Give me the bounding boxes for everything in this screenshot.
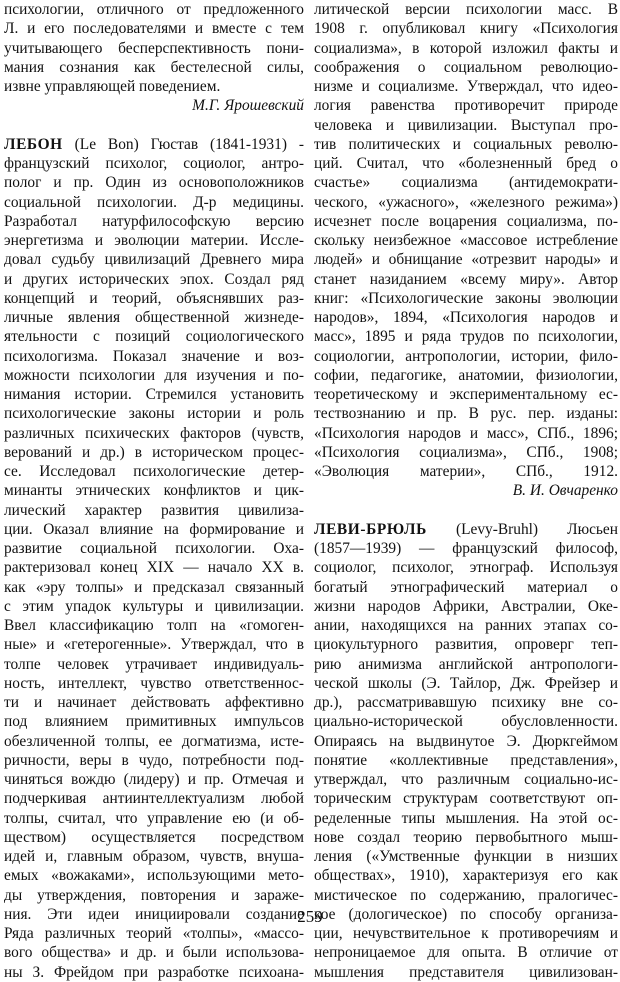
text-line: идей и, главным образом, чувств, внуша- (4, 848, 304, 865)
text-line: французский психолог, социолог, антро- (4, 155, 304, 172)
text-line: емых «вожаками», использующими мето- (4, 867, 304, 885)
text-line: счастье» социализма (антидемократи- (314, 174, 618, 192)
text-line: ществом) осуществляется посредством (4, 828, 304, 846)
entry-headword: ЛЕБОН (4, 135, 63, 153)
text-line: циокультурного развития, опроверг теп- (314, 636, 618, 654)
text-line: извне управляющей поведением. (4, 78, 221, 95)
text-line: психологические законы истории и роль (4, 405, 304, 423)
text-line: и других исторических эпох. Создал ряд (4, 270, 304, 288)
author-signature: В. И. Овчаренко (512, 482, 618, 500)
text-line: с этим упадок культуры и цивилизации. (4, 597, 304, 615)
entry-gap (4, 116, 304, 135)
text-line: мистическое по содержанию, пралогичес- (314, 886, 618, 904)
text-line: исчезнет после воцарения социализма, по- (314, 212, 618, 230)
entry-first-line-text: (Levy-Bruhl) Люсьен (426, 520, 618, 538)
text-line: людей» и обнищание «отрезвит народы» и (314, 251, 618, 269)
text-line: толпе человек утрачивает индивидуаль- (4, 655, 304, 673)
text-line: утверждал, что различным социально-ис- (314, 771, 618, 788)
entry-first-line (4, 135, 304, 154)
text-line: социологии, антропологии, истории, фило- (314, 347, 618, 365)
text-line: ти и начинает действовать аффективно (4, 694, 304, 711)
text-line: кое (дологическое) по способу организа- (314, 905, 618, 923)
entry-first-line-text: (Le Bon) Гюстав (1841-1931) - (62, 135, 304, 153)
text-line: толпы, считал, что управление ею (и об- (4, 809, 304, 827)
text-line: ные» и «гетерогенные». Утверждал, что в (4, 636, 304, 654)
text-line: можности психологии для изучения и по- (4, 366, 304, 384)
text-line: понятие «коллективные представления», (314, 751, 618, 769)
text-line: масс», 1895 и ряда трудов по психологии, (314, 328, 618, 346)
text-line: под влиянием примитивных импульсов (4, 713, 304, 731)
text-line: полог и пр. Один из основоположников (4, 174, 304, 192)
entry-first-line (314, 520, 618, 539)
text-line: ления («Умственные функции в низших (314, 848, 618, 865)
text-line: социализма», в которой изложил факты и (314, 39, 618, 57)
entry-continuation (314, 0, 618, 481)
text-line: минанты этнических конфликтов и цик- (4, 482, 304, 500)
text-line: нимания истории. Стремился установить (4, 386, 304, 403)
text-line: станет назиданием «всему миру». Автор (314, 270, 618, 288)
text-line: ций. Считал, что «болезненный бред о (314, 155, 618, 172)
text-line: ды утверждения, повторения и зараже- (4, 886, 304, 904)
text-line: народов», 1894, «Психология народов и (314, 309, 618, 326)
text-line: ность, интеллект, чувство ответственнос- (4, 674, 304, 692)
entry-lebon (4, 135, 304, 982)
text-line: Ввел классификацию толп на «гомоген- (4, 617, 304, 634)
text-line: др.), рассматривавшую психику вне со- (314, 694, 618, 711)
text-line: концепций и теорий, объяснявших раз- (4, 289, 304, 307)
text-line: рию анимизма английской антропологи- (314, 655, 618, 673)
text-line: соображения о социальном революцио- (314, 58, 618, 76)
text-line: циально-исторической обусловленности. (314, 713, 618, 731)
text-line: софии, педагогике, анатомии, физиологии, (314, 366, 618, 384)
text-line: жизни народов Африки, Австралии, Оке- (314, 597, 618, 615)
intro-paragraph (4, 0, 304, 116)
text-line: ции, нечувствительное к противоречиям и (314, 925, 618, 942)
text-line: Л. и его последователями и вместе с тем (4, 20, 304, 38)
text-line: теоретическому и экспериментальному ес- (314, 386, 618, 403)
text-line: как «эру толпы» и предсказал связанный (4, 578, 304, 596)
entry-body (4, 154, 304, 982)
text-line: ятельности с позиций социологического (4, 328, 304, 346)
text-line: психологии, отличного от предложенного (4, 1, 304, 18)
text-line: человека и цивилизации. Выступал про- (314, 116, 618, 134)
text-line: нове создал теорию первобытного мыш- (314, 828, 618, 846)
text-line: ния. Эти идеи инициировали создание (4, 905, 304, 923)
text-line: энергетизма и эволюции материи. Иссле- (4, 232, 304, 249)
text-line: (1857—1939) — французский философ, (314, 540, 618, 557)
text-line: книг: «Психологические законы эволюции (314, 289, 618, 307)
text-line: тив политических и социальных револю- (314, 135, 618, 153)
text-line: логия равенства противоречит природе (314, 97, 618, 115)
text-line: ны З. Фрейдом при разработке психоана- (4, 963, 304, 981)
text-line: рактеризовал конец XIX — начало XX в. (4, 559, 304, 577)
text-line: учитывающего бесперспективность пони- (4, 39, 304, 57)
text-line: скольку неизбежное «массовое истребление (314, 232, 618, 249)
entry-gap (314, 501, 618, 520)
text-line: верований и др.) в историческом процес- (4, 443, 304, 461)
entry-headword: ЛЕВИ-БРЮЛЬ (314, 520, 427, 538)
text-line: «Психология народов и масс», СПб., 1896; (314, 424, 618, 442)
text-line: вого общества» и др. и были использова- (4, 944, 304, 962)
left-column (4, 0, 304, 982)
text-line: се. Исследовал психологические детер- (4, 463, 304, 480)
text-line: тествознанию и пр. В рус. пер. изданы: (314, 405, 618, 423)
text-line: торическим структурам соответствуют оп- (314, 790, 618, 808)
text-line: ческого, «ужасного», «железного режима») (314, 193, 618, 211)
text-line: обезличенной толпы, ее догматизма, исте- (4, 732, 304, 750)
text-line: Ряда различных теорий «толпы», «массо- (4, 925, 304, 942)
text-line: мания сознания как бестелесной силы, (4, 58, 304, 76)
text-line: ческой школы (Э. Тайлор, Дж. Фрейзер и (314, 674, 618, 692)
text-line: чиняться вождю (лидеру) и пр. Отмечая и (4, 771, 304, 788)
page-number: 259 (297, 907, 323, 926)
text-line: Разработал натурфилософскую версию (4, 212, 304, 230)
text-line: личные явления общественной жизнеде- (4, 309, 304, 326)
text-line: ричности, веры в чудо, потребности под- (4, 751, 304, 769)
right-column (314, 0, 618, 982)
text-line: ции. Оказал влияние на формирование и (4, 520, 304, 538)
text-line: мышления представителя цивилизован- (314, 963, 618, 981)
text-line: литической версии психологии масс. В (314, 1, 618, 18)
text-line: «Психология социализма», СПб., 1908; (314, 443, 618, 461)
text-line: подчеркивая антиинтеллектуализм любой (4, 790, 304, 808)
text-line: 1908 г. опубликовал книгу «Психология (314, 20, 618, 38)
text-line: «Эволюция материи», СПб., 1912. (314, 463, 618, 480)
text-line: непроницаемое для опыта. В отличие от (314, 944, 618, 962)
text-line: развитие социальной психологии. Оха- (4, 540, 304, 557)
text-line: богатый этнографический материал о (314, 578, 618, 596)
text-line: психологизма. Показал значение и воз- (4, 347, 304, 365)
author-signature: М.Г. Ярошевский (192, 97, 304, 115)
text-line: обществах», 1910), характеризуя его как (314, 867, 618, 885)
text-line: лический характер развития цивилиза- (4, 501, 304, 519)
text-line: Опираясь на выдвинутое Э. Дюркгеймом (314, 732, 618, 750)
text-line: довал судьбу цивилизаций Древнего мира (4, 251, 304, 269)
text-line: различных психических факторов (чувств, (4, 424, 304, 442)
text-line: социальной психологии. Д-р медицины. (4, 193, 304, 211)
text-line: ределенные типы мышления. На этой ос- (314, 809, 618, 827)
text-line: низме и социализме. Утверждал, что идео- (314, 78, 618, 95)
text-line: ании, находящихся на ранних этапах со- (314, 617, 618, 634)
text-line: социолог, психолог, этнограф. Используя (314, 559, 618, 577)
